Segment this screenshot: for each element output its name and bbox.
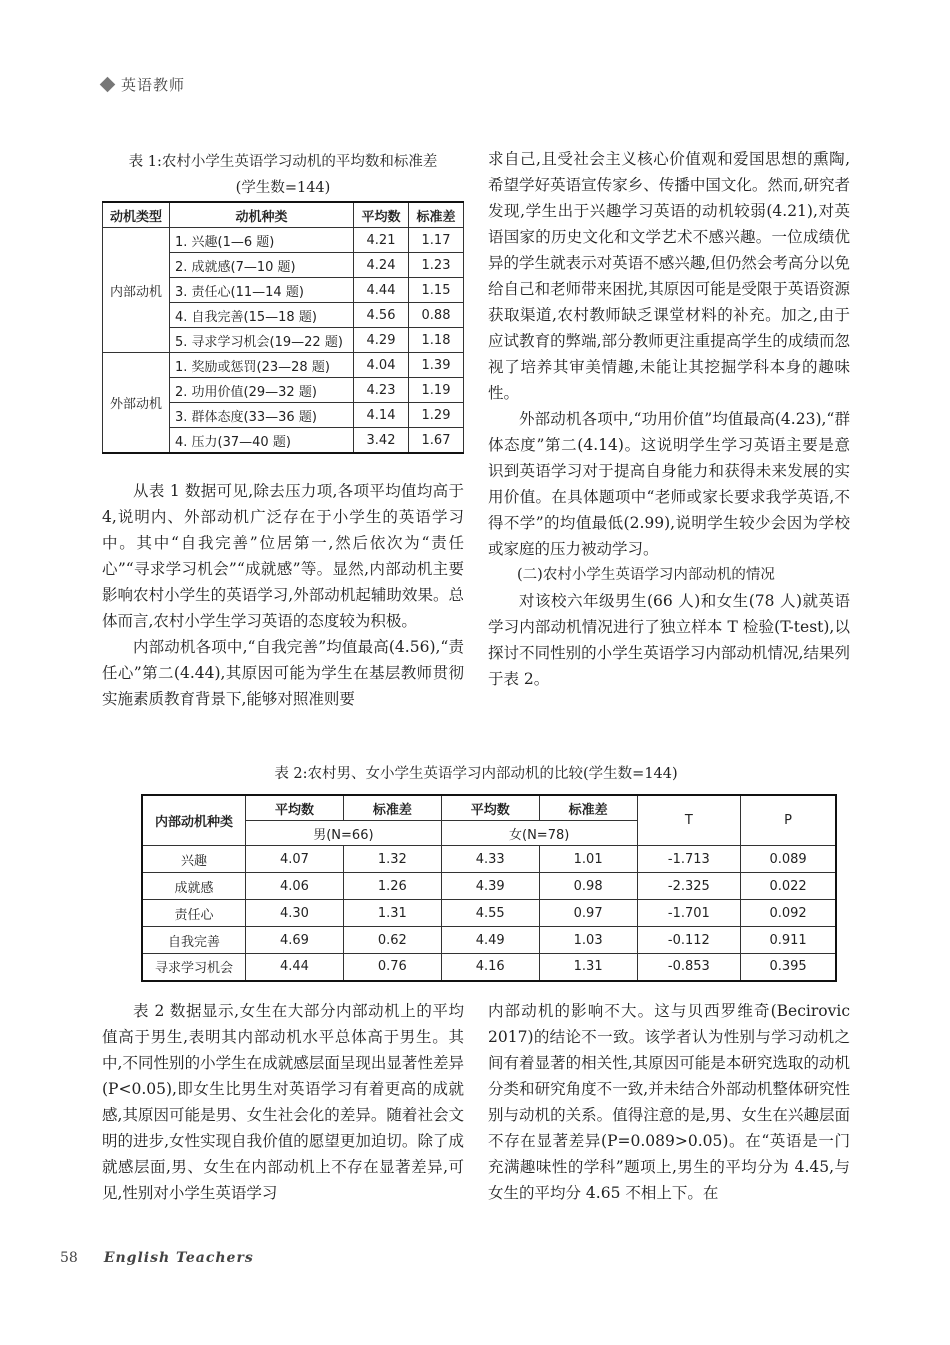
row-kind: 寻求学习机会 [142,954,246,981]
table2 [141,794,837,982]
table2-header-p: P [741,795,836,846]
table1-header-sd: 标准差 [409,202,464,228]
table1-header-row [103,202,464,228]
row-mean-female: 4.49 [441,927,539,954]
row-mean: 4.14 [354,403,409,428]
section-subheading: (二)农村小学生英语学习内部动机的情况 [517,567,775,583]
row-p: 0.395 [741,954,836,981]
journal-title: 英语教师 [121,76,186,94]
male-group-label: 男(N=66) [246,821,442,846]
bottom-right-column [488,998,850,1206]
row-sd: 0.88 [409,303,464,328]
row-t: -2.325 [637,873,741,900]
row-kind: 成就感 [142,873,246,900]
row-mean-male: 4.69 [246,927,344,954]
table2-header-mean-male: 平均数 [246,795,344,821]
table2-header-sd-male: 标准差 [343,795,441,821]
group-label-internal: 内部动机 [103,228,170,353]
row-p: 0.092 [741,900,836,927]
row-sd-female: 1.31 [539,954,637,981]
row-mean-male: 4.06 [246,873,344,900]
row-name: 1. 兴趣(1—6 题) [170,228,354,253]
table2-header-mean-female: 平均数 [441,795,539,821]
row-mean: 3.42 [354,428,409,454]
row-sd: 1.15 [409,278,464,303]
row-name: 3. 群体态度(33—36 题) [170,403,354,428]
row-t: -0.853 [637,954,741,981]
row-t: -0.112 [637,927,741,954]
table2-header-sd-female: 标准差 [539,795,637,821]
row-sd-female: 0.98 [539,873,637,900]
row-kind: 责任心 [142,900,246,927]
row-mean: 4.21 [354,228,409,253]
group-label-external: 外部动机 [103,353,170,454]
left-column [102,478,464,712]
row-mean-female: 4.55 [441,900,539,927]
row-name: 4. 自我完善(15—18 题) [170,303,354,328]
paragraph: 内部动机各项中,“自我完善”均值最高(4.56),“责任心”第二(4.44),其原因可能为学生在基层教师贯彻实施素质教育背景下,能够对照准则要 [102,638,464,708]
running-header [102,74,185,95]
row-sd: 1.39 [409,353,464,378]
row-mean-male: 4.44 [246,954,344,981]
row-mean: 4.56 [354,303,409,328]
paragraph: 从表 1 数据可见,除去压力项,各项平均值均高于 4,说明内、外部动机广泛存在于小学生的英语学习中。其中“自我完善”位居第一,然后依次为“责任心”“寻求学习机会”“成就感”等。显然,内部动机主要影响农村小学生的英语学习,外部动机起辅助效果。总体而言,农村小学生学习英语的态度较为积极。 [102,482,464,630]
table1-header-type: 动机类型 [103,202,170,228]
row-mean: 4.24 [354,253,409,278]
paragraph: 表 2 数据显示,女生在大部分内部动机上的平均值高于男生,表明其内部动机水平总体高于男生。其中,不同性别的小学生在成就感层面呈现出显著性差异(P<0.05),即女生比男生对英语学习有着更高的成就感,其原因可能是男、女生社会化的差异。随着社会文明的进步,女性实现自我价值的愿望更加迫切。除了成就感层面,男、女生在内部动机上不存在显著差异,可见,性别对小学生英语学习 [102,1002,464,1202]
row-sd-male: 1.26 [343,873,441,900]
row-sd-male: 0.62 [343,927,441,954]
row-name: 1. 奖励或惩罚(23—28 题) [170,353,354,378]
row-mean-female: 4.33 [441,846,539,873]
table1-header-mean: 平均数 [354,202,409,228]
table-row [103,228,464,253]
table1 [102,201,464,454]
row-kind: 自我完善 [142,927,246,954]
row-mean: 4.04 [354,353,409,378]
row-mean-male: 4.07 [246,846,344,873]
row-name: 2. 功用价值(29—32 题) [170,378,354,403]
row-p: 0.911 [741,927,836,954]
table2-header-kind: 内部动机种类 [142,795,246,846]
paragraph: 内部动机的影响不大。这与贝西罗维奇(Becirovic 2017)的结论不一致。该学者认为性别与学习动机之间有着显著的相关性,其原因可能是本研究选取的动机分类和研究角度不一致,并未结合外部动机整体研究性别与动机的关系。值得注意的是,男、女生在兴趣层面不存在显著差异(P=0.089>0.05)。在“英语是一门充满趣味性的学科”题项上,男生的平均分为 4.45,与女生的平均分 4.65 不相上下。在 [488,1002,850,1202]
right-column [488,146,850,692]
table-row [142,900,836,927]
row-p: 0.089 [741,846,836,873]
table1-header-kind: 动机种类 [170,202,354,228]
row-sd: 1.67 [409,428,464,454]
table-row [103,353,464,378]
row-mean: 4.44 [354,278,409,303]
row-sd-male: 0.76 [343,954,441,981]
bottom-left-column [102,998,464,1206]
table1-caption: 表 1:农村小学生英语学习动机的平均数和标准差 [128,154,438,170]
row-mean-female: 4.16 [441,954,539,981]
row-name: 5. 寻求学习机会(19—22 题) [170,328,354,353]
row-mean-female: 4.39 [441,873,539,900]
paragraph: 求自己,且受社会主义核心价值观和爱国思想的熏陶,希望学好英语宣传家乡、传播中国文化。然而,研究者发现,学生出于兴趣学习英语的动机较弱(4.21),对英语国家的历史文化和文学艺术不感兴趣。一位成绩优异的学生就表示对英语不感兴趣,但仍然会考高分以免给自己和老师带来困扰,其原因可能是受限于英语资源获取渠道,农村教师缺乏课堂材料的补充。加之,由于应试教育的弊端,部分教师更注重提高学生的成绩而忽视了培养其审美情趣,未能让其挖掘学科本身的趣味性。 [488,150,850,402]
row-name: 2. 成就感(7—10 题) [170,253,354,278]
row-t: -1.701 [637,900,741,927]
row-sd: 1.29 [409,403,464,428]
row-sd-male: 1.32 [343,846,441,873]
row-p: 0.022 [741,873,836,900]
page-number: 58 [60,1250,78,1266]
table-row [142,954,836,981]
paragraph: 外部动机各项中,“功用价值”均值最高(4.23),“群体态度”第二(4.14)。这说明学生学习英语主要是意识到英语学习对于提高自身能力和获得未来发展的实用价值。在具体题项中“老师或家长要求我学英语,不得不学”的均值最低(2.99),说明学生较少会因为学校或家庭的压力被动学习。 [488,410,850,558]
row-mean: 4.23 [354,378,409,403]
row-name: 3. 责任心(11—14 题) [170,278,354,303]
row-sd: 1.19 [409,378,464,403]
table-row [142,927,836,954]
table-row [142,873,836,900]
row-name: 4. 压力(37—40 题) [170,428,354,454]
row-sd-female: 0.97 [539,900,637,927]
table2-caption: 表 2:农村男、女小学生英语学习内部动机的比较(学生数=144) [274,766,678,782]
row-sd: 1.18 [409,328,464,353]
row-sd-female: 1.01 [539,846,637,873]
table1-subcaption: (学生数=144) [235,180,331,196]
row-kind: 兴趣 [142,846,246,873]
footer-journal-name: English Teachers [103,1250,254,1266]
table2-header-t: T [637,795,741,846]
paragraph: 对该校六年级男生(66 人)和女生(78 人)就英语学习内部动机情况进行了独立样本 T 检验(T-test),以探讨不同性别的小学生英语学习内部动机情况,结果列于表 2。 [488,592,850,688]
row-mean: 4.29 [354,328,409,353]
female-group-label: 女(N=78) [441,821,637,846]
row-t: -1.713 [637,846,741,873]
table2-header-row [142,795,836,821]
row-sd-female: 1.03 [539,927,637,954]
row-sd-male: 1.31 [343,900,441,927]
page-footer [60,1250,254,1266]
table-row [142,846,836,873]
row-mean-male: 4.30 [246,900,344,927]
row-sd: 1.17 [409,228,464,253]
row-sd: 1.23 [409,253,464,278]
diamond-icon [100,77,116,93]
